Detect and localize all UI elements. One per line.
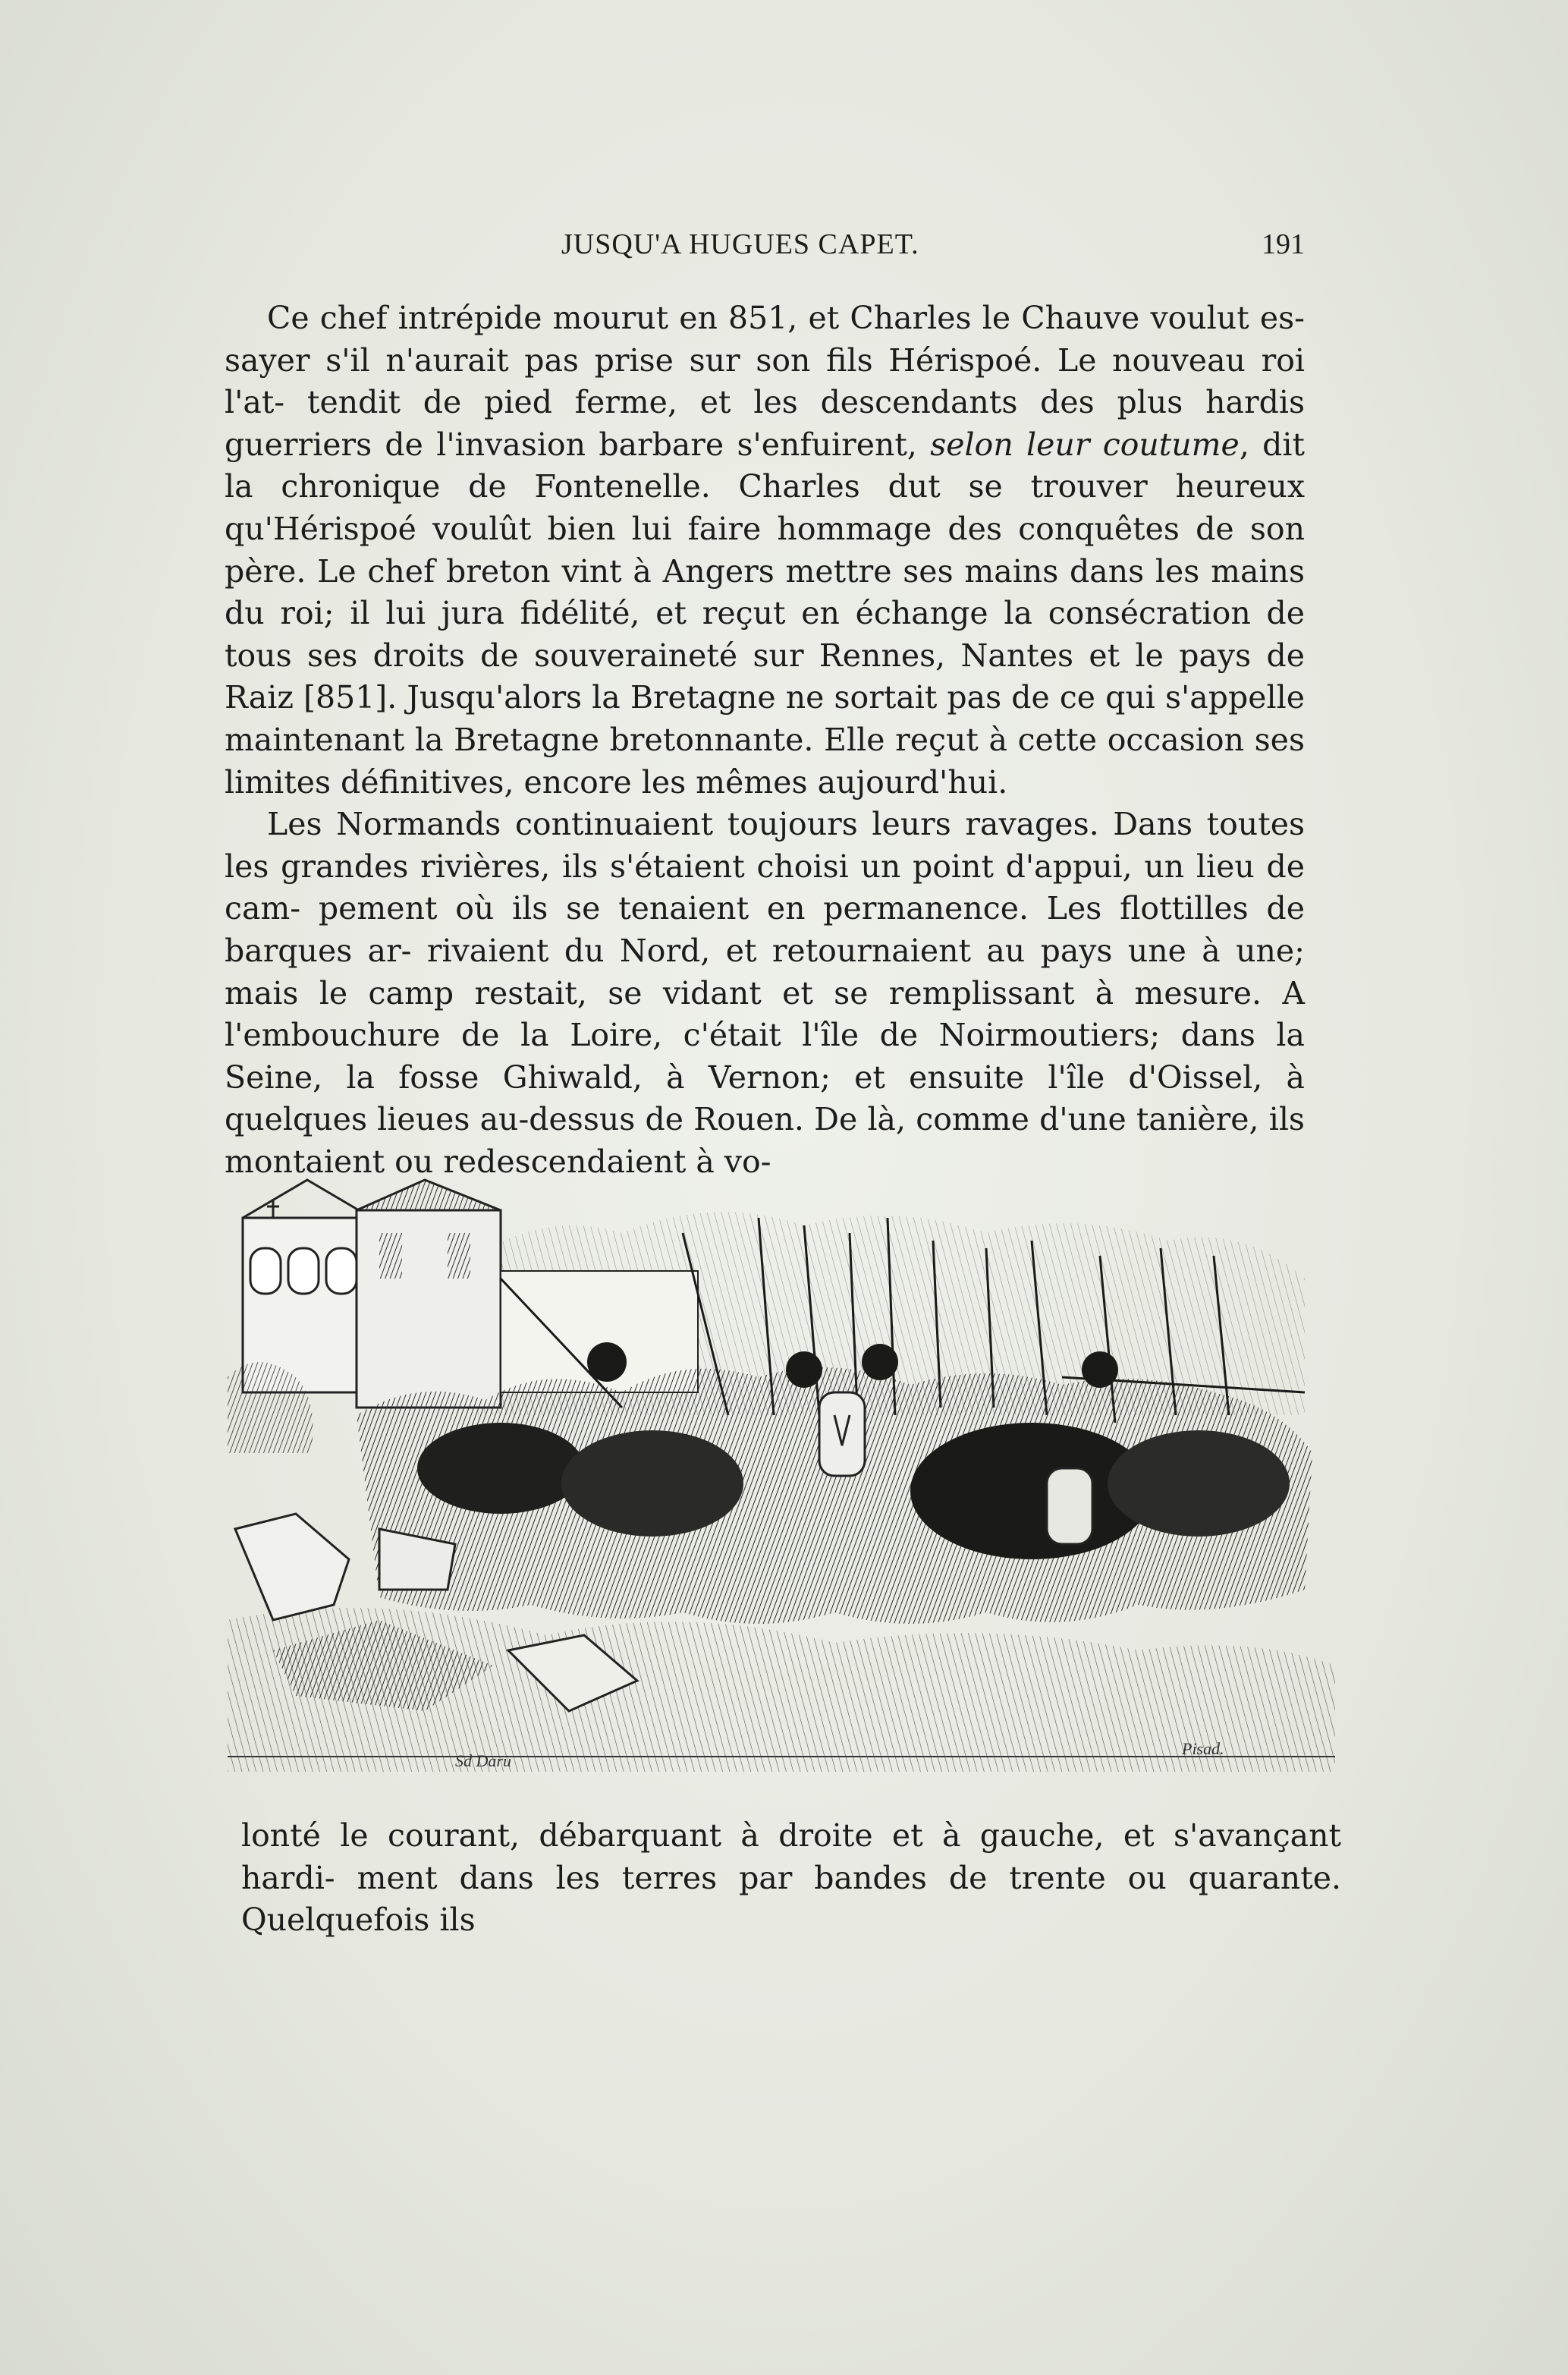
engraver-signature-left: Sd Daru — [455, 1751, 511, 1770]
text-line: Elle reçut à cette occasion ses limites définitives, encore les mêmes — [225, 721, 1305, 801]
text-line: De là, comme d'une tanière, ils montaient ou redescendaient à vo- — [225, 1101, 1305, 1180]
text-line: sayer s'il n'aurait pas prise sur son fils Hérispoé. Le nouveau roi l'at- — [225, 341, 1305, 421]
engraver-signature-right: Pisad. — [1182, 1739, 1224, 1758]
body-text-bottom — [241, 1815, 1341, 1942]
text-line: grandes rivières, ils s'étaient choisi un point d'appui, un lieu de cam- — [225, 848, 1305, 927]
text-line: Ce chef intrépide mourut en 851, et Charles le Chauve voulut es- — [267, 300, 1305, 336]
text-line: rivaient du Nord, et retournaient au pays une à une; mais le camp — [225, 932, 1305, 1011]
text-line: lonté le courant, débarquant à droite et à gauche, et s'avançant hardi- — [241, 1817, 1341, 1896]
paragraph-1 — [225, 297, 1305, 804]
text-line: restait, se vidant et se remplissant à mesure. A l'embouchure de la — [225, 974, 1305, 1054]
text-line: ment dans les terres par bandes de trente ou quarante. Quelquefois ils — [241, 1859, 1341, 1939]
text-line: sortait pas de ce qui s'appelle maintenant la Bretagne bretonnante. — [225, 679, 1305, 758]
page-number: 191 — [1262, 228, 1305, 260]
text-line: lui faire hommage des conquêtes de son père. Le chef breton vint à — [225, 510, 1305, 590]
text-line: Rennes, Nantes et le pays de Raiz [851]. Jusqu'alors la Bretagne ne — [225, 637, 1305, 716]
text-line: Les Normands continuaient toujours leurs ravages. Dans toutes les — [225, 806, 1305, 885]
text-line: Loire, c'était l'île de Noirmoutiers; dans la Seine, la fosse Ghiwald, à — [225, 1017, 1305, 1096]
paragraph-2 — [225, 804, 1305, 1183]
text-line: aujourd'hui. — [817, 763, 1008, 801]
running-title: JUSQU'A HUGUES CAPET. — [561, 228, 919, 260]
text-line: tendit de pied ferme, et les descendants des plus hardis guerriers de — [225, 384, 1305, 463]
text-line: Vernon; et ensuite l'île d'Oissel, à quelques lieues au-dessus de Rouen. — [225, 1059, 1305, 1138]
text-line: pement où ils se tenaient en permanence. Les flottilles de barques ar- — [225, 890, 1305, 969]
text-line: l'invasion barbare s'enfuirent, — [436, 426, 931, 463]
text-line: Fontenelle. Charles dut se trouver heureux qu'Hérispoé voulût bien — [225, 468, 1306, 547]
running-head — [228, 228, 1305, 273]
body-text-top — [225, 297, 1305, 1183]
text-line: Angers mettre ses mains dans les mains du roi; il lui jura fidélité, et — [225, 552, 1305, 632]
paragraph-3 — [241, 1815, 1341, 1942]
text-line: , dit la chronique de — [225, 426, 1305, 505]
text-line: reçut en échange la consécration de tous ses droits de souveraineté sur — [225, 595, 1306, 674]
italic-quote: selon leur coutume — [930, 426, 1240, 463]
engraving-illustration — [228, 1165, 1335, 1772]
